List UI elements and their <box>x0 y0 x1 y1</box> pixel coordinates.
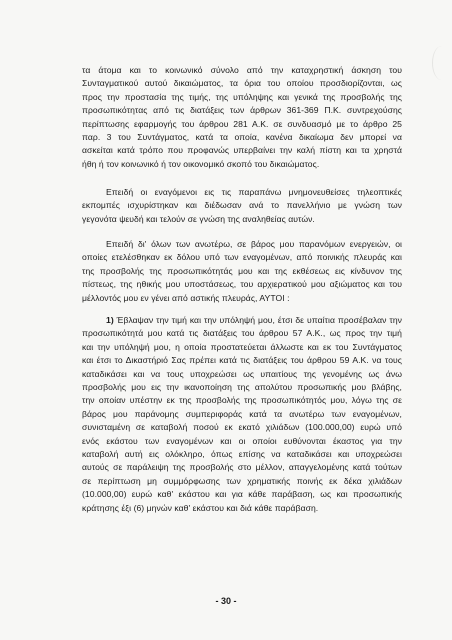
text-line: προσωπικότητας από τις διατάξεις των άρθρων 361-369 Π.Κ. συντρεχούσης <box>82 105 402 116</box>
text-line: 1) Έβλαψαν την τιμή και την υπόληψή μου, έτσι δε υπαίτια προσέβαλαν την <box>106 315 402 325</box>
paragraph-4 <box>82 314 402 515</box>
text-line: πίστεως, της ηθικής μου υποστάσεως, του αρχιερατικού μου αξιώματος και του <box>82 279 402 290</box>
page-number: - 30 - <box>215 596 237 606</box>
text-line: σε περίπτωση μη συμμόρφωσης των χρηματικής ποινής εκ δέκα χιλιάδων <box>82 475 402 486</box>
text-line: Επειδή δι' όλων των ανωτέρω, σε βάρος μου παρανόμων ενεργειών, οι <box>106 239 402 249</box>
text-line: και την υπόληψή μου, η οποία προστατεύεται άλλωστε και εκ του Συντάγματος <box>82 341 402 352</box>
text-line: γεγονότα ψευδή και τελούν σε γνώση της αναληθείας αυτών. <box>82 213 315 224</box>
text-line: ήθη ή τον κοινωνικό ή τον οικονομικό σκοπό του δικαιώματος. <box>82 158 320 169</box>
text-line: Συνταγματικού αυτού δικαιώματος, τα όρια του οποίου προσδιορίζονται, ως <box>82 78 402 89</box>
text-line: και έτσι το Δικαστήριό Σας πρέπει κατά τις διατάξεις του άρθρου 59 Α.Κ. να τους <box>82 355 402 366</box>
text-line: καταβολή αυτή εις ολόκληρο, όπως επίσης να καταδικάσει και υποχρεώσει <box>82 449 402 460</box>
paragraph-3 <box>82 238 402 305</box>
text-line: (10.000,00) ευρώ καθ' εκάστου και για κάθε παράβαση, ως και προσωπικής <box>82 489 402 500</box>
text-line: προς την προστασία της τιμής, της υπόληψης και γενικά της προσβολής της <box>82 91 402 102</box>
text-line: παρ. 3 του Συντάγματος, κατά τα οποία, κανένα δικαίωμα δεν μπορεί να <box>82 132 402 143</box>
text-line: της προσβολής της προσωπικότητάς μου και της εκθέσεως εις κίνδυνον της <box>82 265 402 276</box>
text-line: καταδικάσει και να τους υποχρεώσει ως υπαιτίους της γενομένης ως άνω <box>82 368 402 379</box>
text-line: μέλλοντός μου εν γένει από αστικής πλευράς, ΑΥΤΟΙ : <box>82 292 290 303</box>
text-line: ασκείται κατά τρόπο που προφανώς υπερβαίνει την καλή πίστη και τα χρηστά <box>82 145 402 156</box>
text-line: Επειδή οι εναγόμενοι εις τις παραπάνω μνημονευθείσες τηλεοπτικές <box>106 187 402 197</box>
margin-stamp-mark <box>432 46 451 80</box>
text-line: ενός εκάστου των εναγομένων και οι οποίοι ευθύνονται έκαστος για την <box>82 435 402 446</box>
text-line: αυτούς σε παράλειψη της προσβολής στο μέλλον, απαγγελομένης κατά τούτων <box>82 462 402 473</box>
text-line: την οποίαν υπέστην εκ της προσβολής της προσωπικότητός μου, λόγω της σε <box>82 395 402 406</box>
text-line: βάρος μου παράνομης συμπεριφοράς κατά τα ανωτέρω των εναγομένων, <box>82 408 402 419</box>
text-line: εκπομπές ισχυρίστηκαν και διέδωσαν ανά το πανελλήνιο με γνώση των <box>82 200 402 211</box>
text-line: περίπτωσης εφαρμογής του άρθρου 281 Α.Κ. σε συνδυασμό με το άρθρο 25 <box>82 118 402 129</box>
paragraph-1 <box>82 64 402 171</box>
text-line: προσωπικότητά μου κατά τις διατάξεις του άρθρου 57 Α.Κ., ως προς την τιμή <box>82 328 402 339</box>
text-line: προσβολής μου εις την ικανοποίηση της απολύτου προσωπικής μου βλάβης, <box>82 382 402 393</box>
text-line: τα άτομα και το κοινωνικό σύνολο από την καταχρηστική άσκηση του <box>82 65 402 75</box>
text-line: οποίες ετελέσθηκαν εκ δόλου υπό των εναγομένων, από ποινικής πλευράς και <box>82 252 402 263</box>
paragraph-2 <box>82 186 402 226</box>
text-line: συνισταμένη σε καταβολή ποσού εκ εκατό χιλιάδων (100.000,00) ευρώ υπό <box>82 422 402 433</box>
text-line: κράτησης έξι (6) μηνών καθ' εκάστου και διά κάθε παράβαση. <box>82 502 319 513</box>
